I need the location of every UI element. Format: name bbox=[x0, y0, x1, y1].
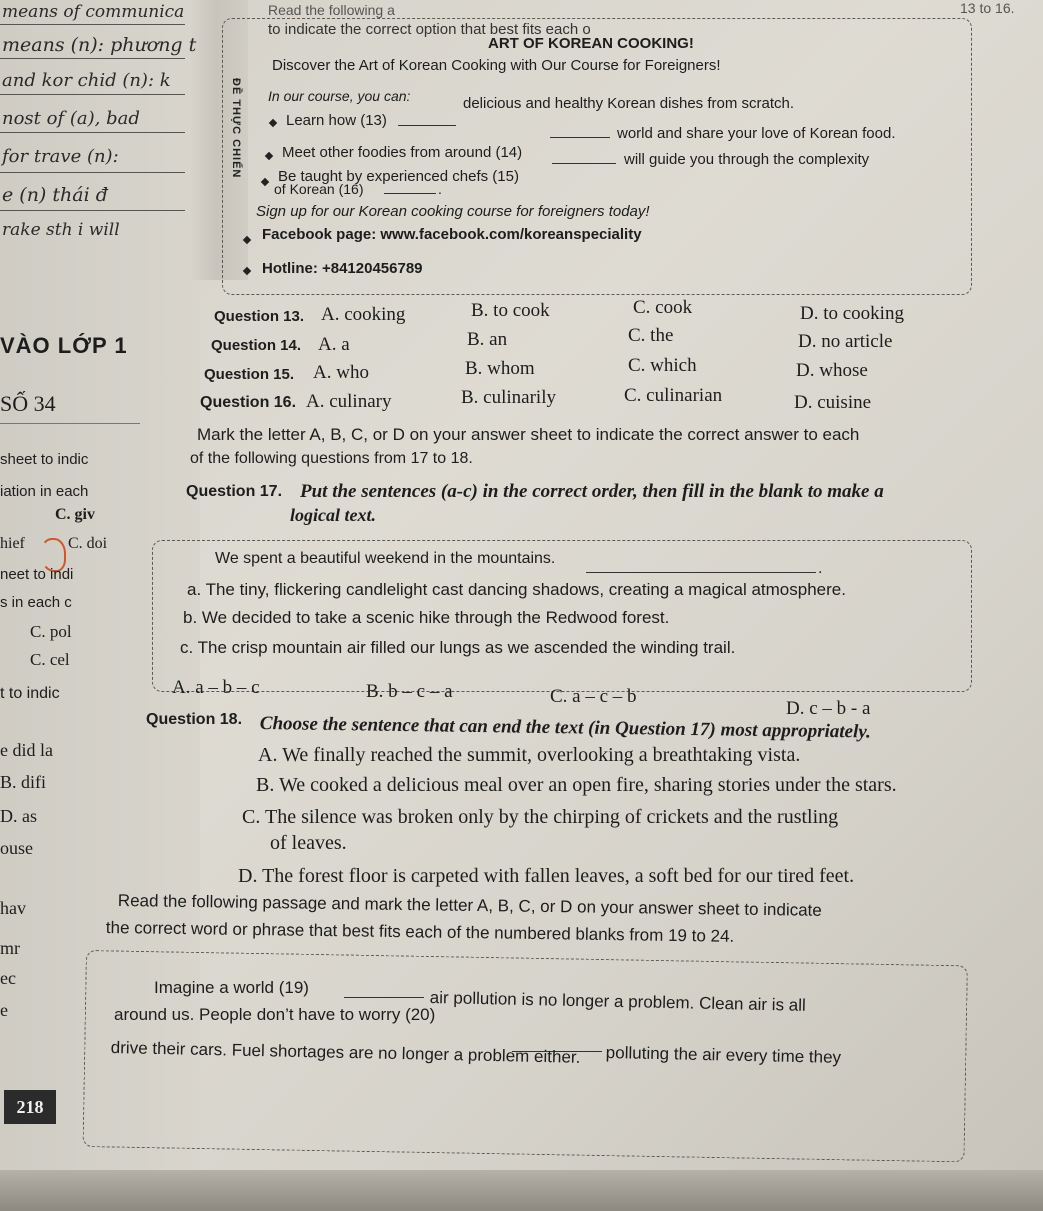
q14-option-b[interactable]: B. an bbox=[467, 329, 508, 350]
q15-option-b[interactable]: B. whom bbox=[465, 358, 535, 379]
q13-option-d[interactable]: D. to cooking bbox=[800, 303, 904, 324]
left-text-mr: mr bbox=[0, 938, 20, 958]
left-text-c-giv: C. giv bbox=[55, 506, 95, 523]
blank-15 bbox=[552, 163, 616, 164]
question-15-label: Question 15. bbox=[204, 366, 295, 383]
q15-option-a[interactable]: A. who bbox=[313, 362, 369, 383]
q18-option-a[interactable]: A. We finally reached the summit, overlooking a breathtaking vista. bbox=[258, 744, 801, 766]
left-text-c-dor: C. doi bbox=[68, 535, 108, 552]
passage-line2-a: around us. People don’t have to worry (20) bbox=[114, 1005, 436, 1024]
q13-option-b[interactable]: B. to cook bbox=[471, 300, 550, 321]
ad-bullet-3-cont: of Korean (16) bbox=[274, 181, 364, 197]
left-text-meet: neet to indi bbox=[0, 566, 74, 583]
left-text-sheet: sheet to indic bbox=[0, 451, 89, 468]
q16-option-d[interactable]: D. cuisine bbox=[794, 392, 872, 413]
q17-item-b: b. We decided to take a scenic hike through the Redwood forest. bbox=[183, 608, 670, 627]
handwritten-note-6: e (n) thái đ bbox=[2, 184, 108, 206]
q16-option-a[interactable]: A. culinary bbox=[306, 391, 392, 412]
ad-bullet-3-before: Be taught by experienced chefs (15) bbox=[278, 168, 519, 185]
handwritten-note-5: for trave (n): bbox=[2, 146, 119, 167]
instruction-17-18-line1: Mark the letter A, B, C, or D on your answer sheet to indicate the correct answer to each bbox=[197, 425, 860, 444]
q16-option-c[interactable]: C. culinarian bbox=[624, 385, 723, 406]
passage-line1-b: air pollution is no longer a problem. Clean air is all bbox=[429, 988, 807, 1015]
q17-option-d[interactable]: D. c – b - a bbox=[786, 698, 871, 719]
question-13-label: Question 13. bbox=[214, 308, 305, 325]
q14-option-a[interactable]: A. a bbox=[318, 334, 350, 355]
question-17-text: Put the sentences (a-c) in the correct order, then fill in the blank to make a bbox=[300, 481, 884, 502]
q17-option-a[interactable]: A. a – b – c bbox=[172, 677, 260, 698]
left-text-chief: hief bbox=[0, 535, 25, 552]
handwritten-note-2: means (n): phương t bbox=[2, 34, 197, 56]
q17-option-c[interactable]: C. a – c – b bbox=[550, 686, 637, 707]
blank-19 bbox=[344, 997, 424, 998]
left-text-e2: e bbox=[0, 1000, 8, 1020]
q18-option-c[interactable]: C. The silence was broken only by the chirping of crickets and the rustling bbox=[242, 806, 839, 828]
left-text-b-dif: B. difi bbox=[0, 772, 47, 792]
q18-option-b[interactable]: B. We cooked a delicious meal over an open fire, sharing stories under the stars. bbox=[256, 774, 897, 796]
ad-facebook: Facebook page: www.facebook.com/koreanspeciality bbox=[262, 226, 642, 243]
ad-bullet-2-before: Meet other foodies from around (14) bbox=[282, 144, 523, 161]
left-text-s-in: s in each c bbox=[0, 594, 72, 611]
handwritten-note-3: and kor chid (n): k bbox=[2, 70, 171, 91]
q14-option-d[interactable]: D. no article bbox=[798, 331, 893, 352]
instruction-19-24-line2: the correct word or phrase that best fits each of the numbered blanks from 19 to 24. bbox=[105, 918, 735, 946]
q17-option-b[interactable]: B. b – c – a bbox=[366, 681, 453, 702]
left-text-hav: hav bbox=[0, 898, 26, 918]
q17-lead: We spent a beautiful weekend in the mountains. bbox=[215, 550, 556, 567]
ad-bullet-1-after: delicious and healthy Korean dishes from scratch. bbox=[463, 95, 795, 112]
blank-13 bbox=[398, 125, 456, 126]
question-18-label: Question 18. bbox=[146, 711, 243, 728]
q13-option-a[interactable]: A. cooking bbox=[321, 304, 406, 325]
handwritten-note-1: means of communica bbox=[2, 2, 185, 22]
left-text-iation: iation in each bbox=[0, 483, 89, 500]
top-instruction-line2: to indicate the correct option that best fits each o bbox=[268, 21, 591, 38]
left-heading-so34: SỐ 34 bbox=[0, 391, 56, 416]
q17-item-a: a. The tiny, flickering candlelight cast dancing shadows, creating a magical atmosphere. bbox=[187, 580, 846, 599]
passage-line3: drive their cars. Fuel shortages are no longer a problem either. bbox=[110, 1038, 581, 1067]
q15-option-c[interactable]: C. which bbox=[628, 355, 697, 376]
question-14-label: Question 14. bbox=[211, 337, 302, 354]
question-18-text: Choose the sentence that can end the text (in Question 17) most appropriately. bbox=[259, 713, 871, 743]
left-text-c-cel: C. cel bbox=[30, 650, 70, 669]
ad-hotline: Hotline: +84120456789 bbox=[262, 260, 423, 277]
ad-subtitle: Discover the Art of Korean Cooking with Our Course for Foreigners! bbox=[272, 57, 721, 74]
ad-bullet-3-after: will guide you through the complexity bbox=[624, 151, 870, 168]
page-number: 218 bbox=[4, 1090, 56, 1124]
q14-option-c[interactable]: C. the bbox=[628, 325, 674, 346]
question-17-text2: logical text. bbox=[290, 505, 376, 525]
question-17-label: Question 17. bbox=[186, 483, 283, 500]
passage-line2-b: polluting the air every time they bbox=[605, 1043, 842, 1067]
question-16-label: Question 16. bbox=[200, 394, 297, 411]
left-text-e-did: e did la bbox=[0, 740, 53, 760]
ad-intro: In our course, you can: bbox=[268, 88, 411, 104]
left-text-c-pol: C. pol bbox=[30, 622, 72, 641]
left-text-ec: ec bbox=[0, 968, 16, 988]
top-instruction-line1: Read the following a bbox=[268, 2, 395, 18]
blank-17 bbox=[586, 572, 816, 573]
left-heading-vao-lop: VÀO LỚP 1 bbox=[0, 333, 128, 358]
page-bottom-edge bbox=[0, 1170, 1043, 1211]
top-instruction-line1-right: 13 to 16. bbox=[960, 0, 1015, 16]
spine-label: ĐỀ THỰC CHIẾN bbox=[230, 77, 242, 179]
left-text-ouse: ouse bbox=[0, 838, 33, 858]
ad-bullet-2-after: world and share your love of Korean food. bbox=[617, 125, 896, 142]
ad-title: ART OF KOREAN COOKING! bbox=[488, 35, 694, 52]
q18-option-c-cont: of leaves. bbox=[270, 832, 347, 854]
instruction-17-18-line2: of the following questions from 17 to 18. bbox=[190, 450, 473, 467]
q17-lead-end: . bbox=[818, 560, 823, 577]
q18-option-d[interactable]: D. The forest floor is carpeted with fallen leaves, a soft bed for our tired feet. bbox=[238, 865, 855, 887]
q13-option-c[interactable]: C. cook bbox=[633, 297, 693, 318]
q16-option-b[interactable]: B. culinarily bbox=[461, 387, 556, 408]
blank-14 bbox=[550, 137, 610, 138]
q17-item-c: c. The crisp mountain air filled our lungs as we ascended the winding trail. bbox=[180, 638, 736, 657]
ad-bullet-3-end: . bbox=[438, 181, 442, 197]
blank-16 bbox=[384, 193, 436, 194]
ad-signup: Sign up for our Korean cooking course for foreigners today! bbox=[256, 203, 650, 220]
q15-option-d[interactable]: D. whose bbox=[796, 360, 868, 381]
handwritten-note-4: nost of (a), bad bbox=[2, 108, 140, 129]
instruction-19-24-line1: Read the following passage and mark the letter A, B, C, or D on your answer sheet to indicate bbox=[117, 891, 822, 920]
left-text-d-as: D. as bbox=[0, 806, 37, 826]
left-text-t-to: t to indic bbox=[0, 685, 60, 702]
passage-line1-a: Imagine a world (19) bbox=[154, 978, 309, 997]
ad-bullet-1-before: Learn how (13) bbox=[286, 112, 387, 129]
handwritten-note-7: rake sth i will bbox=[2, 220, 120, 240]
